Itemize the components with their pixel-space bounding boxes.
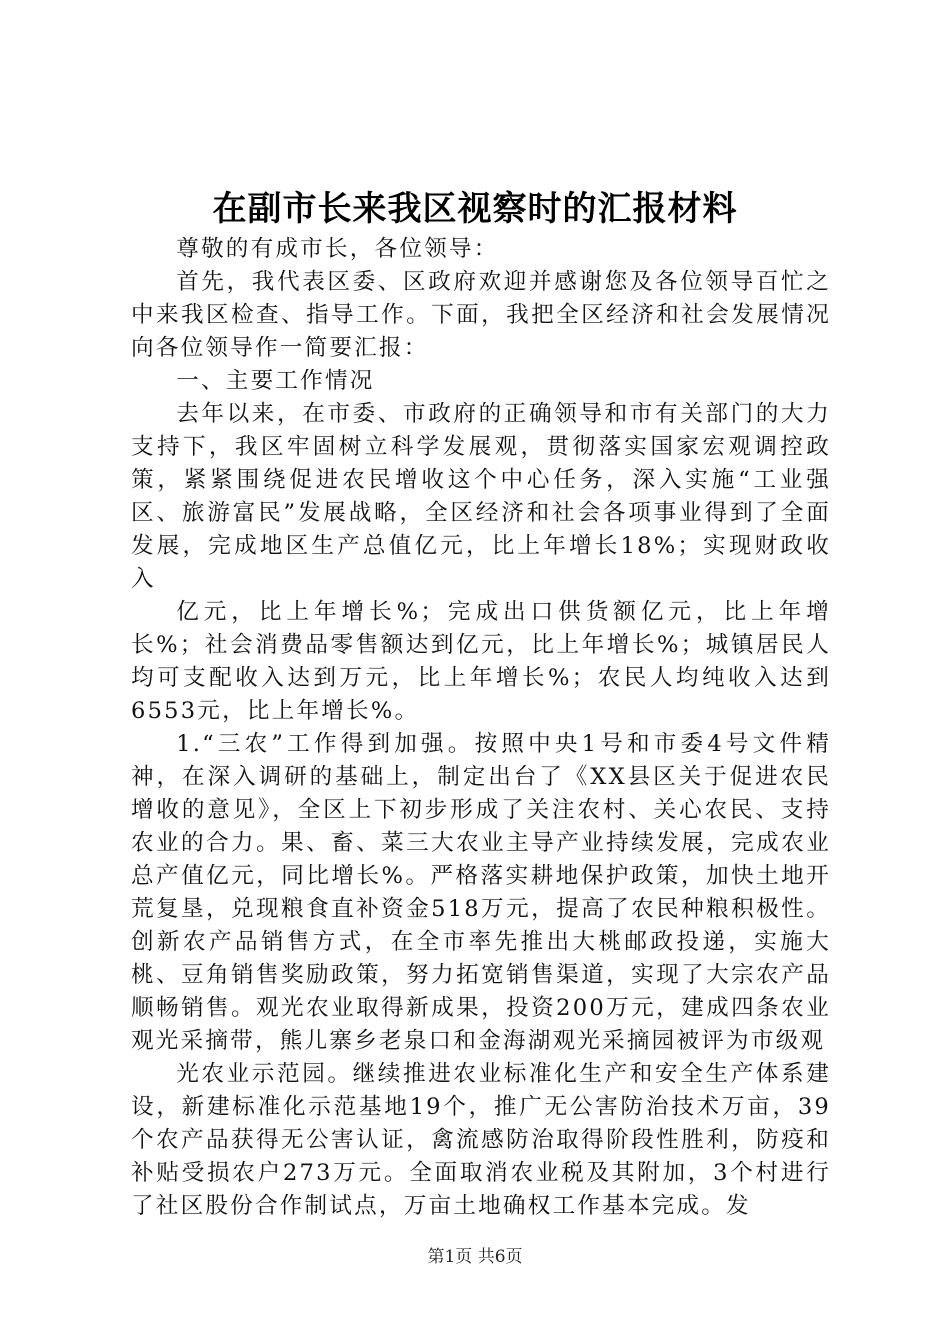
paragraph-sannong: 1.“三农”工作得到加强。按照中央1号和市委4号文件精神，在深入调研的基础上，制定出台了《XX县区关于促进农民增收的意见》，全区上下初步形成了关注农村、关心农民、支持农业的合力。果、畜、菜三大农业主导产业持续发展，完成农业总产值亿元，同比增长%。严格落实耕地保护政策，加快土地开荒复垦，兑现粮食直补资金518万元，提高了农民种粮积极性。创新农产品销售方式，在全市率先推出大桃邮政投递，实施大桃、豆角销售奖励政策，努力拓宽销售渠道，实现了大宗农产品顺畅销售。观光农业取得新成果，投资200万元，建成四条农业观光采摘带，熊儿寨乡老泉口和金海湖观光采摘园被评为市级观 xyxy=(131,731,831,1054)
document-title: 在副市长来我区视察时的汇报材料 xyxy=(212,189,738,229)
paragraph-sannong-cont: 光农业示范园。继续推进农业标准化生产和安全生产体系建设，新建标准化示范基地19个，推广无公害防治技术万亩，39个农产品获得无公害认证，禽流感防治取得阶段性胜利，防疫和补贴受损农户273万元。全面取消农业税及其附加，3个村进行了社区股份合作制试点，万亩土地确权工作基本完成。发 xyxy=(131,1061,831,1219)
paragraph-salutation: 尊敬的有成市长，各位领导： xyxy=(176,236,499,262)
paragraph-overview: 去年以来，在市委、市政府的正确领导和市有关部门的大力支持下，我区牢固树立科学发展观，贯彻落实国家宏观调控政策，紧紧围绕促进农民增收这个中心任务，深入实施“工业强区、旅游富民”发展战略，全区经济和社会各项事业得到了全面发展，完成地区生产总值亿元，比上年增长18%；实现财政收入 xyxy=(131,401,831,592)
paragraph-intro: 首先，我代表区委、区政府欢迎并感谢您及各位领导百忙之中来我区检查、指导工作。下面，我把全区经济和社会发展情况向各位领导作一简要汇报： xyxy=(131,269,831,361)
page-number: 第1页 共6页 xyxy=(427,1247,523,1267)
paragraph-overview-cont: 亿元，比上年增长%；完成出口供货额亿元，比上年增长%；社会消费品零售额达到亿元，比上年增长%；城镇居民人均可支配收入达到万元，比上年增长%；农民人均纯收入达到6553元，比上年增长%。 xyxy=(131,599,831,724)
section-heading: 一、主要工作情况 xyxy=(176,368,375,394)
document-body xyxy=(131,233,831,1223)
